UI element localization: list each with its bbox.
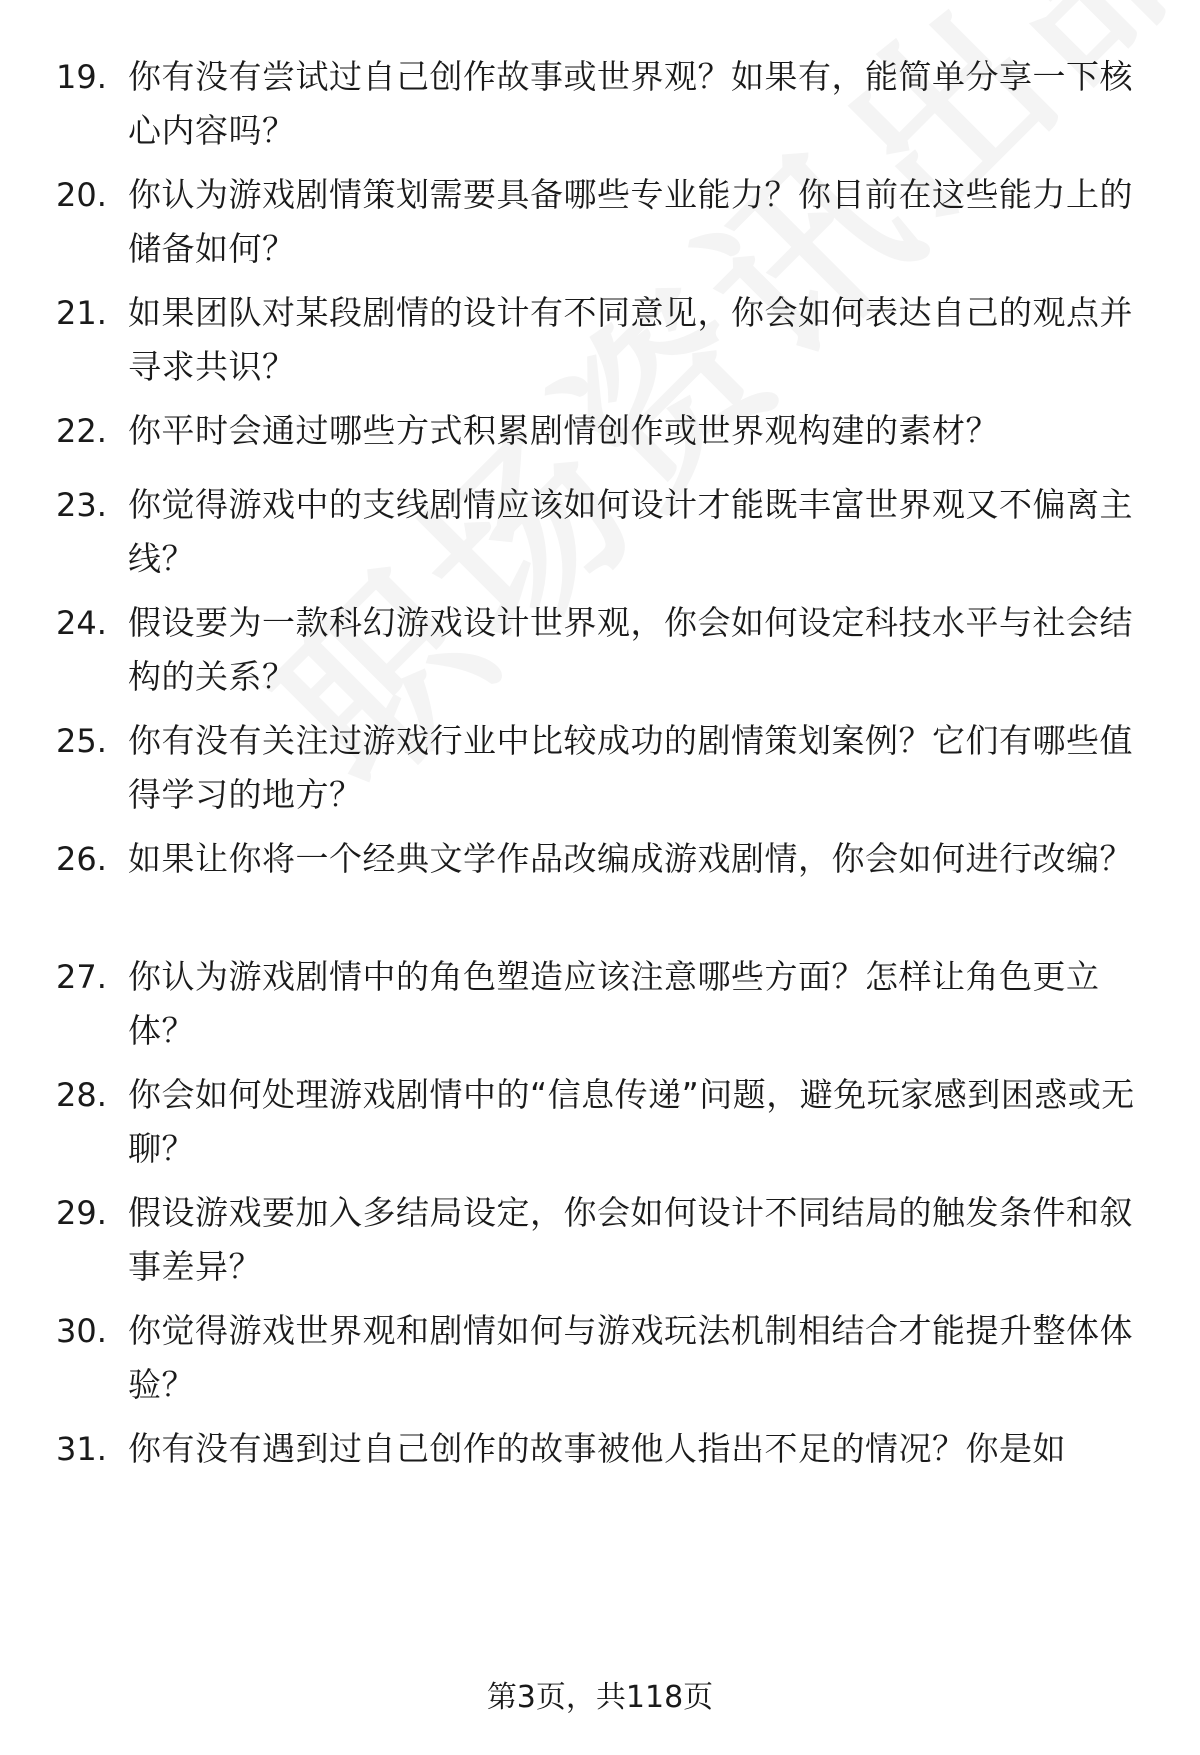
question-number: 21.: [56, 294, 107, 332]
question-number: 28.: [56, 1076, 107, 1114]
question-item: [56, 714, 1146, 822]
question-number: 22.: [56, 412, 107, 450]
question-text: 你觉得游戏中的支线剧情应该如何设计才能既丰富世界观又不偏离主线？: [128, 485, 1133, 578]
question-item: [56, 1422, 1146, 1476]
question-number: 25.: [56, 722, 107, 760]
question-text: 如果让你将一个经典文学作品改编成游戏剧情，你会如何进行改编？: [128, 839, 1133, 878]
question-number: 23.: [56, 486, 107, 524]
question-text: 你认为游戏剧情中的角色塑造应该注意哪些方面？怎样让角色更立体？: [128, 957, 1100, 1050]
question-item: [56, 1304, 1146, 1412]
question-item: [56, 478, 1146, 586]
question-text: 你有没有关注过游戏行业中比较成功的剧情策划案例？它们有哪些值得学习的地方？: [128, 721, 1133, 814]
question-number: 24.: [56, 604, 107, 642]
question-text: 你会如何处理游戏剧情中的“信息传递”问题，避免玩家感到困惑或无聊？: [128, 1075, 1135, 1168]
question-number: 29.: [56, 1194, 107, 1232]
question-item: [56, 950, 1146, 1058]
question-item: [56, 286, 1146, 394]
question-item: [56, 404, 1146, 458]
question-item: [56, 1186, 1146, 1294]
question-text: 你有没有尝试过自己创作故事或世界观？如果有，能简单分享一下核心内容吗？: [128, 57, 1133, 150]
question-text: 你认为游戏剧情策划需要具备哪些专业能力？你目前在这些能力上的储备如何？: [128, 175, 1133, 268]
question-text: 你有没有遇到过自己创作的故事被他人指出不足的情况？你是如: [128, 1429, 1066, 1468]
page-footer: 第3页，共118页: [486, 1680, 714, 1715]
question-item: [56, 1068, 1146, 1176]
question-item: [56, 596, 1146, 704]
question-text: 假设游戏要加入多结局设定，你会如何设计不同结局的触发条件和叙事差异？: [128, 1193, 1133, 1286]
question-number: 31.: [56, 1430, 107, 1468]
question-item: [56, 168, 1146, 276]
question-text: 你平时会通过哪些方式积累剧情创作或世界观构建的素材？: [128, 411, 999, 450]
question-number: 26.: [56, 840, 107, 878]
question-text: 如果团队对某段剧情的设计有不同意见，你会如何表达自己的观点并寻求共识？: [128, 293, 1133, 386]
question-item: [56, 832, 1146, 886]
question-text: 假设要为一款科幻游戏设计世界观，你会如何设定科技水平与社会结构的关系？: [128, 603, 1133, 696]
question-text: 你觉得游戏世界观和剧情如何与游戏玩法机制相结合才能提升整体体验？: [128, 1311, 1133, 1404]
question-number: 27.: [56, 958, 107, 996]
question-number: 19.: [56, 58, 107, 96]
question-item: [56, 50, 1146, 158]
question-number: 30.: [56, 1312, 107, 1350]
question-number: 20.: [56, 176, 107, 214]
